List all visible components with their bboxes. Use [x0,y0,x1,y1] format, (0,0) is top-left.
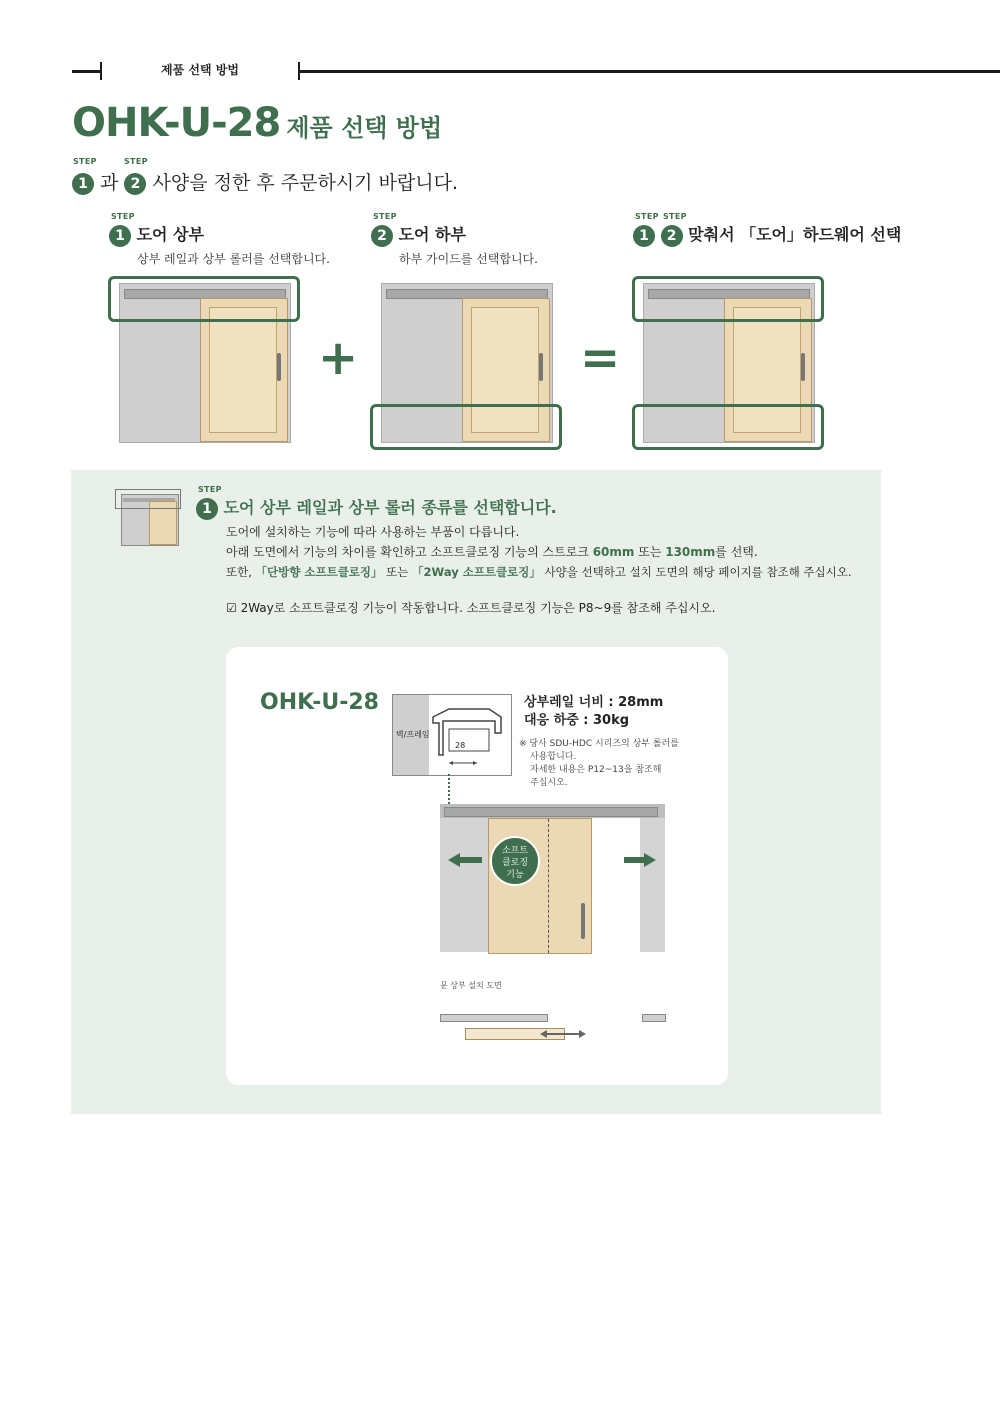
door-handle [581,903,585,939]
step1-line3: 또한, 「단방향 소프트클로징」 또는 「2Way 소프트클로징」 사양을 선택하고 설치 도면의 해당 페이지를 참조해 주십시오. [226,565,852,579]
column-3-title: 맞춰서 「도어」하드웨어 선택 [688,225,902,244]
step-number-badge: 1 [196,498,218,520]
column-1-desc: 상부 레일과 상부 롤러를 선택합니다. [137,252,330,266]
rail-dimension: 28 [455,741,466,750]
step-number-badge: 2 [124,173,146,195]
door-handle [801,353,805,381]
card-model: OHK-U-28 [260,690,379,715]
step-number-badge: 1 [72,173,94,195]
step1-thumbnail-frame [115,489,181,509]
step-tag: STEP [635,212,659,221]
note-line2: 사용합니다. [530,752,577,762]
step-tag: STEP [373,212,397,221]
intro-conj: 과 [100,172,119,194]
spec-load: 대응 하중 : 30kg [524,713,630,728]
column-2-title: 도어 하부 [398,225,466,244]
arrow-left-icon [458,857,482,863]
highlight-bottom-guide [632,404,824,450]
equals-sign: = [580,330,621,386]
top-rail [444,807,658,817]
plan-caption: 문 상부 설치 도면 [440,981,502,990]
step1-line1: 도어에 설치하는 기능에 따라 사용하는 부품이 다릅니다. [226,525,520,539]
step1-check-note: ☑ 2Way로 소프트클로징 기능이 작동합니다. 소프트클로징 기능은 P8~9를 참조해 주십시오. [226,601,716,615]
plan-rail-left [440,1014,548,1022]
title-suffix: 제품 선택 방법 [286,114,443,142]
column-2-desc: 하부 가이드를 선택합니다. [399,252,538,266]
step1-line2: 아래 도면에서 기능의 차이를 확인하고 소프트클로징 기능의 스트로크 60mm 또는 130mm를 선택. [226,545,758,559]
door-handle [277,353,281,381]
wall-label: 벽/프레임 [396,730,430,739]
header-rule-left [72,70,100,73]
plan-rail-right [642,1014,666,1022]
highlight-bottom-guide [370,404,562,450]
note-line4: 주십시오. [530,778,568,788]
step-number-badge: 2 [371,225,393,247]
column-1-heading [109,222,204,247]
intro-line [72,168,458,195]
header-rule-right [300,70,1000,73]
step-tag: STEP [198,485,222,494]
arrow-right-icon [624,857,646,863]
intro-text: 사양을 정한 후 주문하시기 바랍니다. [152,172,459,194]
plus-sign: + [318,330,359,386]
column-1-title: 도어 상부 [136,225,204,244]
step-tag: STEP [73,157,97,166]
rail-cross-section [392,694,512,776]
column-2-heading [371,222,466,247]
rail-profile-icon [429,703,509,769]
spec-rail-width: 상부레일 너비 : 28mm [524,695,664,710]
soft-closing-badge: 소프트 클로징 기능 [490,836,540,886]
title-model: OHK-U-28 [72,100,281,146]
note-line1: ※ 당사 SDU-HDC 시리즈의 상부 롤러를 [519,739,679,749]
note-line3: 자세한 내용은 P12~13을 참조해 [530,765,662,775]
step-tag: STEP [111,212,135,221]
door-handle [539,353,543,381]
highlight-top-rail [632,276,824,322]
step-number-badge: 1 [633,225,655,247]
front-elevation [440,804,665,952]
header-section-label: 제품 선택 방법 [161,63,239,77]
step-tag: STEP [663,212,687,221]
highlight-top-rail [108,276,300,322]
step-tag: STEP [124,157,148,166]
step1-heading [196,495,557,520]
double-arrow-icon [540,1028,586,1040]
page-title [72,100,442,146]
step-number-badge: 2 [661,225,683,247]
column-3-heading [633,222,901,247]
step-number-badge: 1 [109,225,131,247]
step1-heading-text: 도어 상부 레일과 상부 롤러 종류를 선택합니다. [223,498,557,517]
